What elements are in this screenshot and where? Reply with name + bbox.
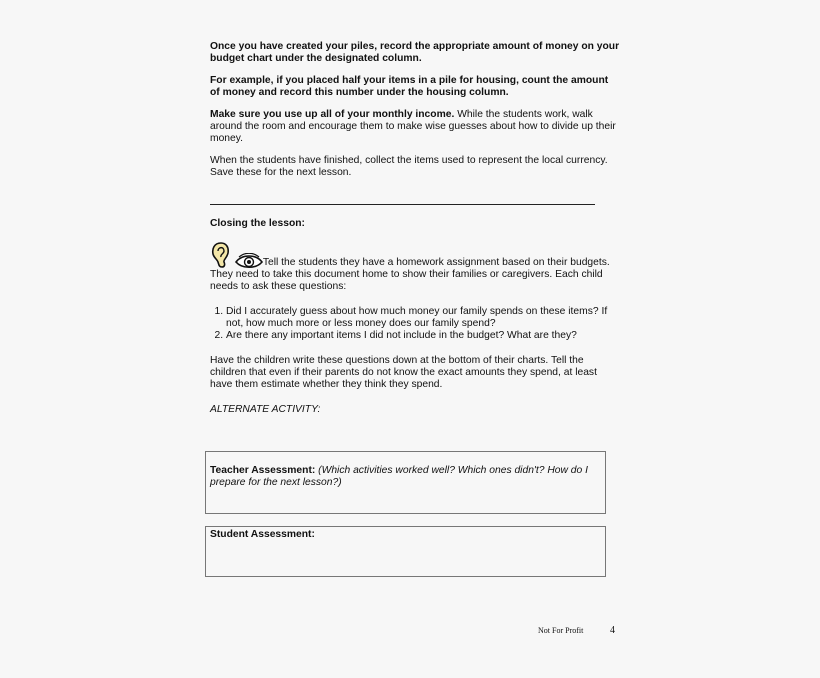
- list-item: 1. Did I accurately guess about how much money our family spends on these items? If not, how much more or less money does our family spend?: [226, 306, 620, 330]
- paragraph-use-income: [210, 109, 620, 145]
- paragraph-example: For example, if you placed half your items in a pile for housing, count the amount of money and record this number under the housing column.: [210, 75, 609, 98]
- closing-intro: [210, 241, 620, 293]
- teacher-assessment-box: [205, 451, 606, 514]
- income-detail: While the students work, walk around the room and encourage them to make wise guesses about how to divide up their money.: [210, 109, 616, 144]
- closing-title: Closing the lesson:: [210, 218, 305, 229]
- teacher-assessment-prompt: (Which activities worked well? Which ones didn't? How do I prepare for the next lesson?): [210, 465, 588, 488]
- icon-group: [210, 241, 263, 269]
- closing-intro-text: Tell the students they have a homework assignment based on their budgets. They need to take this document home to show their families or caregivers. Each child needs to ask these questions:: [210, 257, 610, 292]
- alternate-activity-heading: ALTERNATE ACTIVITY:: [210, 404, 321, 415]
- list-item: 2. Are there any important items I did not include in the budget? What are they?: [226, 330, 620, 342]
- teacher-assessment-label: Teacher Assessment:: [210, 465, 316, 476]
- page-number: 4: [610, 625, 615, 636]
- question-list-section: [210, 306, 620, 342]
- eye-icon: [235, 253, 263, 269]
- paragraph-followup: Have the children write these questions down at the bottom of their charts. Tell the children that even if their parents do not know the exact amounts they spend, at least have them estimate whether they think they spend.: [210, 355, 597, 390]
- question-list: [210, 306, 620, 342]
- section-divider: [210, 204, 595, 205]
- footer-text: Not For Profit: [538, 626, 584, 635]
- student-assessment-box: [205, 526, 606, 577]
- student-assessment-label: Student Assessment:: [210, 529, 315, 540]
- paragraph-record-piles: Once you have created your piles, record the appropriate amount of money on your budget chart under the designated column.: [210, 41, 620, 64]
- income-emphasis: Make sure you use up all of your monthly income.: [210, 109, 455, 120]
- paragraph-collect-items: When the students have finished, collect the items used to represent the local currency. Save these for the next lesson.: [210, 155, 608, 178]
- ear-icon: [210, 241, 232, 269]
- instructions-section: [210, 41, 620, 189]
